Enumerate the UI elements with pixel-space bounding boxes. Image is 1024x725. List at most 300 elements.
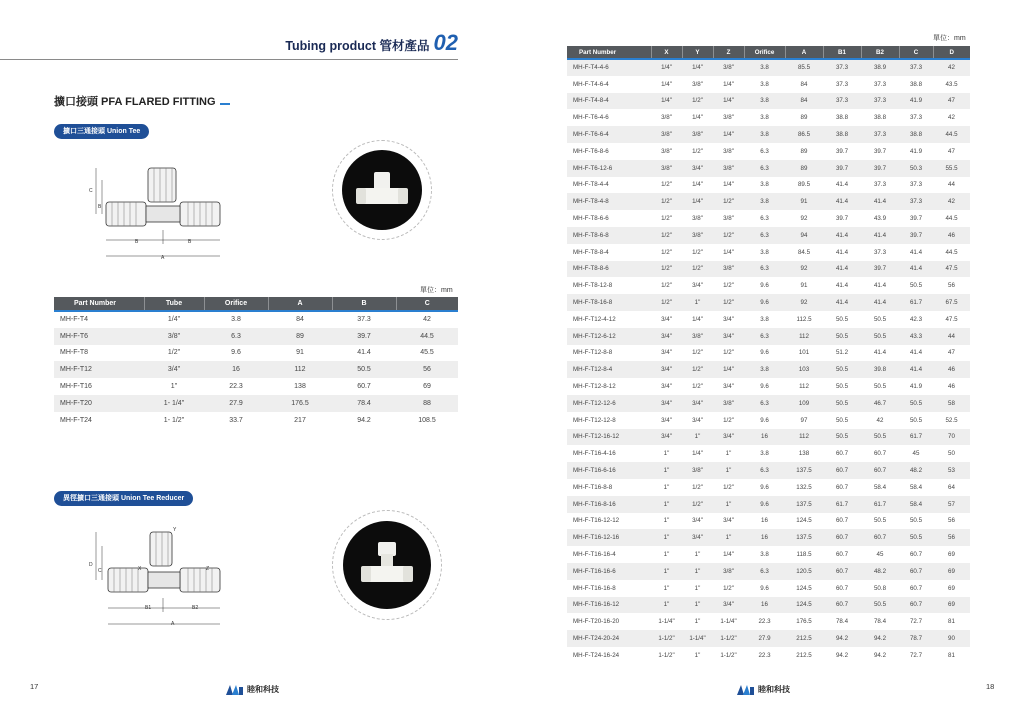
table-cell: 41.9 bbox=[909, 383, 923, 391]
table-cell: 3.8 bbox=[744, 126, 785, 143]
table-cell: 1/2" bbox=[723, 416, 734, 424]
table-cell: 1/2" bbox=[682, 361, 713, 378]
table-cell: 72.7 bbox=[909, 651, 923, 659]
table-cell: 3/4" bbox=[713, 429, 744, 446]
table-row bbox=[567, 580, 970, 597]
table-row bbox=[54, 361, 458, 378]
column-header: Z bbox=[713, 46, 744, 59]
table-cell: 89 bbox=[800, 114, 808, 122]
table-cell: 47.5 bbox=[933, 261, 970, 278]
table-cell: 3/4" bbox=[651, 328, 682, 345]
table-cell: 38.8 bbox=[909, 80, 923, 88]
table-row bbox=[567, 210, 970, 227]
table-cell: 61.7 bbox=[899, 294, 933, 311]
table-cell: 38.8 bbox=[823, 126, 861, 143]
part-number-cell: MH-F-T20 bbox=[54, 395, 144, 412]
table-cell: 50.5 bbox=[873, 383, 887, 391]
table-cell: 60.7 bbox=[899, 597, 933, 614]
column-header: B2 bbox=[861, 46, 899, 59]
table-cell: 16 bbox=[761, 517, 768, 525]
table-cell: 1" bbox=[694, 584, 701, 592]
table-cell: 3/4" bbox=[682, 395, 713, 412]
table-cell: 1/2" bbox=[723, 584, 734, 592]
table-cell: 43.3 bbox=[899, 328, 933, 345]
logo-text: 睦和科技 bbox=[247, 685, 279, 694]
page-number: 18 bbox=[986, 682, 995, 691]
part-number-cell: MH-F-T16-16-4 bbox=[573, 551, 616, 558]
table-cell: 60.7 bbox=[357, 383, 371, 391]
table-cell: 6.3 bbox=[744, 395, 785, 412]
table-cell: 60.7 bbox=[873, 450, 887, 458]
table-cell: 37.3 bbox=[899, 193, 933, 210]
table-cell: 9.6 bbox=[760, 416, 769, 424]
table-cell: 6.3 bbox=[760, 215, 769, 223]
table-cell: 50.5 bbox=[835, 383, 849, 391]
column-header: X bbox=[651, 46, 682, 59]
table-cell: 1" bbox=[713, 529, 744, 546]
dim-label: C bbox=[89, 188, 93, 194]
part-number-cell: MH-F-T4-4-6 bbox=[567, 59, 651, 76]
table-cell: 94.2 bbox=[835, 651, 849, 659]
table-cell: 1" bbox=[682, 429, 713, 446]
table-cell: 3/8" bbox=[723, 114, 734, 122]
dim-label: B bbox=[98, 204, 102, 210]
table-cell: 1/2" bbox=[692, 248, 703, 256]
table-cell: 38.8 bbox=[899, 126, 933, 143]
table-cell: 1-1/2" bbox=[651, 630, 682, 647]
part-number-cell: MH-F-T16-16-12 bbox=[567, 597, 651, 614]
column-header: B bbox=[332, 297, 396, 311]
table-cell: 1/2" bbox=[682, 496, 713, 513]
table-cell: 3/8" bbox=[661, 114, 672, 122]
table-cell: 6.3 bbox=[204, 328, 268, 345]
table-cell: 42 bbox=[933, 59, 970, 76]
table-row bbox=[567, 445, 970, 462]
table-cell: 64 bbox=[948, 483, 955, 491]
table-cell: 212.5 bbox=[785, 630, 823, 647]
dim-label: Z bbox=[206, 566, 210, 572]
part-number-cell: MH-F-T6-4-6 bbox=[573, 114, 609, 122]
table-cell: 1/4" bbox=[713, 361, 744, 378]
table-cell: 39.7 bbox=[835, 215, 849, 223]
table-row bbox=[567, 378, 970, 395]
table-cell: 3/8" bbox=[692, 80, 703, 88]
table-row bbox=[567, 462, 970, 479]
table-cell: 50.5 bbox=[873, 517, 887, 525]
table-cell: 41.9 bbox=[909, 147, 923, 155]
table-row bbox=[567, 647, 970, 664]
table-cell: 47 bbox=[933, 93, 970, 110]
table-row bbox=[567, 277, 970, 294]
table-row bbox=[567, 177, 970, 194]
part-number-cell: MH-F-T16-12-12 bbox=[573, 517, 620, 525]
table-cell: 3/4" bbox=[682, 529, 713, 546]
table-row bbox=[567, 328, 970, 345]
table-cell: 1/2" bbox=[661, 215, 672, 223]
table-cell: 109 bbox=[785, 395, 823, 412]
table-cell: 1/4" bbox=[723, 80, 734, 88]
table-cell: 1/2" bbox=[651, 227, 682, 244]
table-cell: 78.4 bbox=[835, 618, 849, 626]
dim-label: B2 bbox=[192, 605, 199, 611]
table-cell: 60.7 bbox=[823, 529, 861, 546]
table-cell: 41.4 bbox=[835, 282, 849, 290]
table-cell: 37.3 bbox=[861, 93, 899, 110]
header-rule bbox=[0, 59, 458, 60]
company-logo bbox=[226, 684, 279, 695]
table-row bbox=[567, 429, 970, 446]
table-cell: 67.5 bbox=[933, 294, 970, 311]
table-cell: 22.3 bbox=[758, 651, 771, 659]
table-cell: 53 bbox=[933, 462, 970, 479]
table-cell: 1/4" bbox=[713, 126, 744, 143]
table-cell: 120.5 bbox=[785, 563, 823, 580]
table-cell: 3.8 bbox=[744, 59, 785, 76]
table-cell: 1/2" bbox=[651, 294, 682, 311]
table-cell: 41.4 bbox=[357, 349, 371, 357]
table-cell: 92 bbox=[785, 261, 823, 278]
table-cell: 60.7 bbox=[835, 483, 849, 491]
table-cell: 1/2" bbox=[723, 349, 734, 357]
table-cell: 94.2 bbox=[861, 630, 899, 647]
table-cell: 37.3 bbox=[861, 126, 899, 143]
union-tee-drawing bbox=[84, 160, 244, 265]
table-row bbox=[567, 244, 970, 261]
table-row bbox=[567, 160, 970, 177]
right-page bbox=[512, 0, 1024, 725]
table-cell: 1/2" bbox=[651, 193, 682, 210]
table-cell: 3.8 bbox=[760, 114, 769, 122]
table-cell: 50.5 bbox=[861, 429, 899, 446]
table-cell: 1" bbox=[651, 496, 682, 513]
table-cell: 1/2" bbox=[682, 261, 713, 278]
table-cell: 108.5 bbox=[418, 416, 436, 424]
section-title bbox=[54, 93, 230, 109]
table-cell: 3/4" bbox=[723, 315, 734, 323]
table-cell: 41.4 bbox=[861, 193, 899, 210]
table-cell: 37.3 bbox=[835, 80, 849, 88]
part-number-cell: MH-F-T6-12-6 bbox=[567, 160, 651, 177]
table-cell: 176.5 bbox=[796, 618, 812, 626]
part-number-cell: MH-F-T12-12-6 bbox=[567, 395, 651, 412]
table-cell: 39.7 bbox=[823, 160, 861, 177]
table-cell: 42 bbox=[933, 193, 970, 210]
table-cell: 1/2" bbox=[723, 483, 734, 491]
table-cell: 41.4 bbox=[873, 349, 887, 357]
table-cell: 1/4" bbox=[692, 450, 703, 458]
union-tee-photo bbox=[332, 140, 432, 240]
part-number-cell: MH-F-T12-8-12 bbox=[573, 383, 616, 391]
table-cell: 84 bbox=[800, 80, 808, 88]
table-cell: 41.9 bbox=[899, 93, 933, 110]
table-cell: 27.9 bbox=[204, 395, 268, 412]
table-cell: 3/8" bbox=[682, 227, 713, 244]
table-cell: 91 bbox=[800, 282, 808, 290]
table-header-row bbox=[567, 46, 970, 59]
table-header-row bbox=[54, 297, 458, 311]
table-cell: 56 bbox=[396, 361, 458, 378]
union-tee-reducer-drawing bbox=[84, 526, 244, 631]
table-cell: 1- 1/2" bbox=[163, 416, 185, 424]
company-logo bbox=[737, 684, 790, 695]
table-cell: 37.3 bbox=[357, 316, 371, 324]
table-cell: 1/4" bbox=[661, 80, 672, 88]
table-cell: 1" bbox=[651, 597, 682, 614]
table-cell: 51.2 bbox=[835, 349, 849, 357]
table-cell: 1/2" bbox=[692, 383, 703, 391]
part-number-cell: MH-F-T24 bbox=[60, 416, 92, 424]
table-row bbox=[567, 613, 970, 630]
table-cell: 43.5 bbox=[945, 80, 958, 88]
table-cell: 92 bbox=[800, 215, 808, 223]
table-cell: 50.5 bbox=[899, 395, 933, 412]
table-cell: 1/2" bbox=[682, 93, 713, 110]
table-cell: 1" bbox=[713, 462, 744, 479]
table-cell: 3/4" bbox=[723, 517, 734, 525]
table-cell: 9.6 bbox=[744, 496, 785, 513]
table-row bbox=[567, 109, 970, 126]
table-cell: 97 bbox=[800, 416, 808, 424]
table-cell: 39.7 bbox=[909, 215, 923, 223]
union-tee-table bbox=[54, 297, 458, 429]
part-number-cell: MH-F-T12-4-12 bbox=[573, 315, 616, 323]
table-cell: 1-1/4" bbox=[658, 618, 675, 626]
table-cell: 84 bbox=[296, 316, 304, 324]
part-number-cell: MH-F-T16-6-16 bbox=[567, 462, 651, 479]
table-cell: 43.9 bbox=[873, 215, 887, 223]
table-cell: 9.6 bbox=[760, 349, 769, 357]
table-cell: 33.7 bbox=[229, 416, 243, 424]
table-cell: 1/2" bbox=[661, 248, 672, 256]
part-number-cell: MH-F-T4-6-4 bbox=[573, 80, 609, 88]
header-title: Tubing product 管材產品 bbox=[285, 39, 430, 53]
table-cell: 94.2 bbox=[823, 630, 861, 647]
part-number-cell: MH-F-T16-16-8 bbox=[573, 584, 616, 592]
table-cell: 1-1/2" bbox=[658, 651, 675, 659]
table-cell: 84.5 bbox=[797, 248, 811, 256]
table-cell: 112 bbox=[799, 383, 809, 391]
table-cell: 46.7 bbox=[861, 395, 899, 412]
table-cell: 1" bbox=[663, 517, 670, 525]
table-cell: 1" bbox=[694, 551, 701, 558]
part-number-cell: MH-F-T8-8-4 bbox=[573, 248, 609, 256]
table-row bbox=[567, 59, 970, 76]
table-row bbox=[567, 193, 970, 210]
column-header: Tube bbox=[144, 297, 204, 311]
table-cell: 44 bbox=[948, 181, 955, 189]
table-cell: 69 bbox=[933, 563, 970, 580]
table-cell: 39.7 bbox=[861, 261, 899, 278]
column-header: Y bbox=[682, 46, 713, 59]
table-cell: 1/2" bbox=[661, 181, 672, 189]
table-cell: 50.5 bbox=[861, 328, 899, 345]
table-cell: 1/2" bbox=[713, 227, 744, 244]
table-cell: 90 bbox=[933, 630, 970, 647]
table-cell: 9.6 bbox=[760, 282, 769, 290]
table-cell: 101 bbox=[798, 349, 810, 357]
table-cell: 1/2" bbox=[692, 349, 703, 357]
table-cell: 44.5 bbox=[933, 126, 970, 143]
table-cell: 3/4" bbox=[661, 383, 672, 391]
table-cell: 1/4" bbox=[692, 315, 703, 323]
table-cell: 70 bbox=[933, 429, 970, 446]
table-cell: 3/8" bbox=[713, 59, 744, 76]
table-cell: 88 bbox=[396, 395, 458, 412]
table-cell: 47.5 bbox=[945, 315, 958, 323]
table-cell: 3.8 bbox=[744, 361, 785, 378]
table-cell: 42 bbox=[423, 316, 431, 324]
part-number-cell: MH-F-T12-16-12 bbox=[567, 429, 651, 446]
table-cell: 1/2" bbox=[723, 282, 734, 290]
dim-label: A bbox=[161, 255, 165, 261]
part-number-cell: MH-F-T12-6-12 bbox=[567, 328, 651, 345]
table-cell: 45 bbox=[876, 551, 884, 558]
column-header: Orifice bbox=[744, 46, 785, 59]
table-cell: 50.5 bbox=[823, 395, 861, 412]
union-tee-reducer-table bbox=[567, 46, 970, 664]
part-number-cell: MH-F-T8-4-8 bbox=[567, 193, 651, 210]
table-cell: 3/8" bbox=[713, 563, 744, 580]
part-number-cell: MH-F-T8-4-4 bbox=[573, 181, 609, 189]
table-cell: 124.5 bbox=[796, 584, 812, 592]
table-cell: 41.4 bbox=[835, 181, 849, 189]
table-row bbox=[567, 597, 970, 614]
table-cell: 1" bbox=[663, 483, 670, 491]
table-cell: 56 bbox=[948, 517, 955, 525]
table-cell: 3/4" bbox=[713, 328, 744, 345]
table-cell: 48.2 bbox=[899, 462, 933, 479]
table-cell: 41.4 bbox=[861, 227, 899, 244]
table-cell: 69 bbox=[933, 597, 970, 614]
column-header: Part Number bbox=[567, 46, 651, 59]
table-cell: 3.8 bbox=[760, 181, 769, 189]
table-cell: 112.5 bbox=[796, 315, 812, 323]
table-row bbox=[567, 261, 970, 278]
table-cell: 3/8" bbox=[723, 215, 734, 223]
table-cell: 1" bbox=[713, 496, 744, 513]
table-cell: 1/2" bbox=[713, 193, 744, 210]
table-cell: 52.5 bbox=[945, 416, 958, 424]
table-cell: 60.7 bbox=[909, 551, 923, 558]
table-cell: 72.7 bbox=[909, 618, 923, 626]
table-cell: 3/4" bbox=[692, 416, 703, 424]
table-cell: 50.5 bbox=[835, 315, 849, 323]
table-row bbox=[567, 412, 970, 429]
table-cell: 50.8 bbox=[873, 584, 887, 592]
part-number-cell: MH-F-T12-12-8 bbox=[573, 416, 616, 424]
table-cell: 1- 1/4" bbox=[144, 395, 204, 412]
table-cell: 22.3 bbox=[758, 618, 771, 626]
unit-label: 單位：mm bbox=[933, 35, 966, 42]
part-number-cell: MH-F-T24-20-24 bbox=[567, 630, 651, 647]
part-number-cell: MH-F-T4-8-4 bbox=[567, 93, 651, 110]
table-row bbox=[567, 513, 970, 530]
table-row bbox=[567, 93, 970, 110]
table-cell: 1/4" bbox=[682, 193, 713, 210]
table-cell: 1" bbox=[694, 618, 701, 626]
table-cell: 6.3 bbox=[744, 160, 785, 177]
table-cell: 1" bbox=[651, 563, 682, 580]
table-cell: 1" bbox=[651, 462, 682, 479]
table-cell: 3/4" bbox=[692, 517, 703, 525]
table-cell: 16 bbox=[744, 597, 785, 614]
table-cell: 50.5 bbox=[873, 315, 887, 323]
part-number-cell: MH-F-T12-8-8 bbox=[573, 349, 613, 357]
part-number-cell: MH-F-T16-8-8 bbox=[573, 483, 613, 491]
table-cell: 1-1/2" bbox=[713, 630, 744, 647]
table-cell: 112 bbox=[785, 328, 823, 345]
table-cell: 44 bbox=[933, 328, 970, 345]
table-cell: 44.5 bbox=[945, 248, 958, 256]
table-cell: 39.7 bbox=[899, 227, 933, 244]
table-cell: 9.6 bbox=[760, 483, 769, 491]
table-cell: 37.3 bbox=[873, 80, 887, 88]
table-row bbox=[567, 529, 970, 546]
table-cell: 1/4" bbox=[651, 59, 682, 76]
table-cell: 1" bbox=[663, 584, 670, 592]
table-cell: 86.5 bbox=[785, 126, 823, 143]
logo-mark-icon bbox=[226, 685, 244, 695]
table-cell: 41.4 bbox=[909, 349, 923, 357]
table-cell: 3/8" bbox=[651, 126, 682, 143]
table-cell: 50.5 bbox=[909, 517, 923, 525]
table-cell: 1" bbox=[682, 597, 713, 614]
part-number-cell: MH-F-T8-8-6 bbox=[567, 261, 651, 278]
table-cell: 50.5 bbox=[823, 429, 861, 446]
table-cell: 47 bbox=[948, 147, 955, 155]
table-cell: 3.8 bbox=[760, 80, 769, 88]
table-cell: 89 bbox=[268, 328, 332, 345]
table-cell: 137.5 bbox=[785, 529, 823, 546]
dim-label: A bbox=[171, 621, 175, 627]
table-row bbox=[54, 395, 458, 412]
table-cell: 60.7 bbox=[823, 462, 861, 479]
table-cell: 60.7 bbox=[835, 517, 849, 525]
table-cell: 39.7 bbox=[873, 147, 887, 155]
table-row bbox=[567, 546, 970, 563]
table-cell: 50.5 bbox=[861, 597, 899, 614]
table-cell: 94.2 bbox=[357, 416, 371, 424]
table-cell: 44.5 bbox=[396, 328, 458, 345]
table-cell: 37.3 bbox=[873, 181, 887, 189]
table-cell: 57 bbox=[933, 496, 970, 513]
table-cell: 39.7 bbox=[861, 160, 899, 177]
table-cell: 60.7 bbox=[909, 584, 923, 592]
table-cell: 1/4" bbox=[713, 93, 744, 110]
table-cell: 3/4" bbox=[661, 416, 672, 424]
table-cell: 3/8" bbox=[682, 328, 713, 345]
table-cell: 37.3 bbox=[823, 93, 861, 110]
part-number-cell: MH-F-T20-16-20 bbox=[573, 618, 620, 626]
column-header: B1 bbox=[823, 46, 861, 59]
table-cell: 60.7 bbox=[861, 529, 899, 546]
table-cell: 3/4" bbox=[713, 597, 744, 614]
table-row bbox=[567, 311, 970, 328]
table-cell: 39.7 bbox=[835, 147, 849, 155]
table-cell: 3/8" bbox=[661, 147, 672, 155]
table-cell: 60.7 bbox=[823, 597, 861, 614]
table-cell: 58 bbox=[933, 395, 970, 412]
table-cell: 89 bbox=[800, 147, 808, 155]
table-cell: 60.7 bbox=[835, 450, 849, 458]
table-cell: 50.5 bbox=[823, 361, 861, 378]
table-cell: 42 bbox=[876, 416, 884, 424]
table-cell: 50.3 bbox=[899, 160, 933, 177]
union-tee-reducer-photo bbox=[332, 510, 442, 620]
table-cell: 1/4" bbox=[167, 316, 181, 324]
section-title-text: 擴口接頭 PFA FLARED FITTING bbox=[54, 96, 216, 108]
table-cell: 3/4" bbox=[651, 395, 682, 412]
